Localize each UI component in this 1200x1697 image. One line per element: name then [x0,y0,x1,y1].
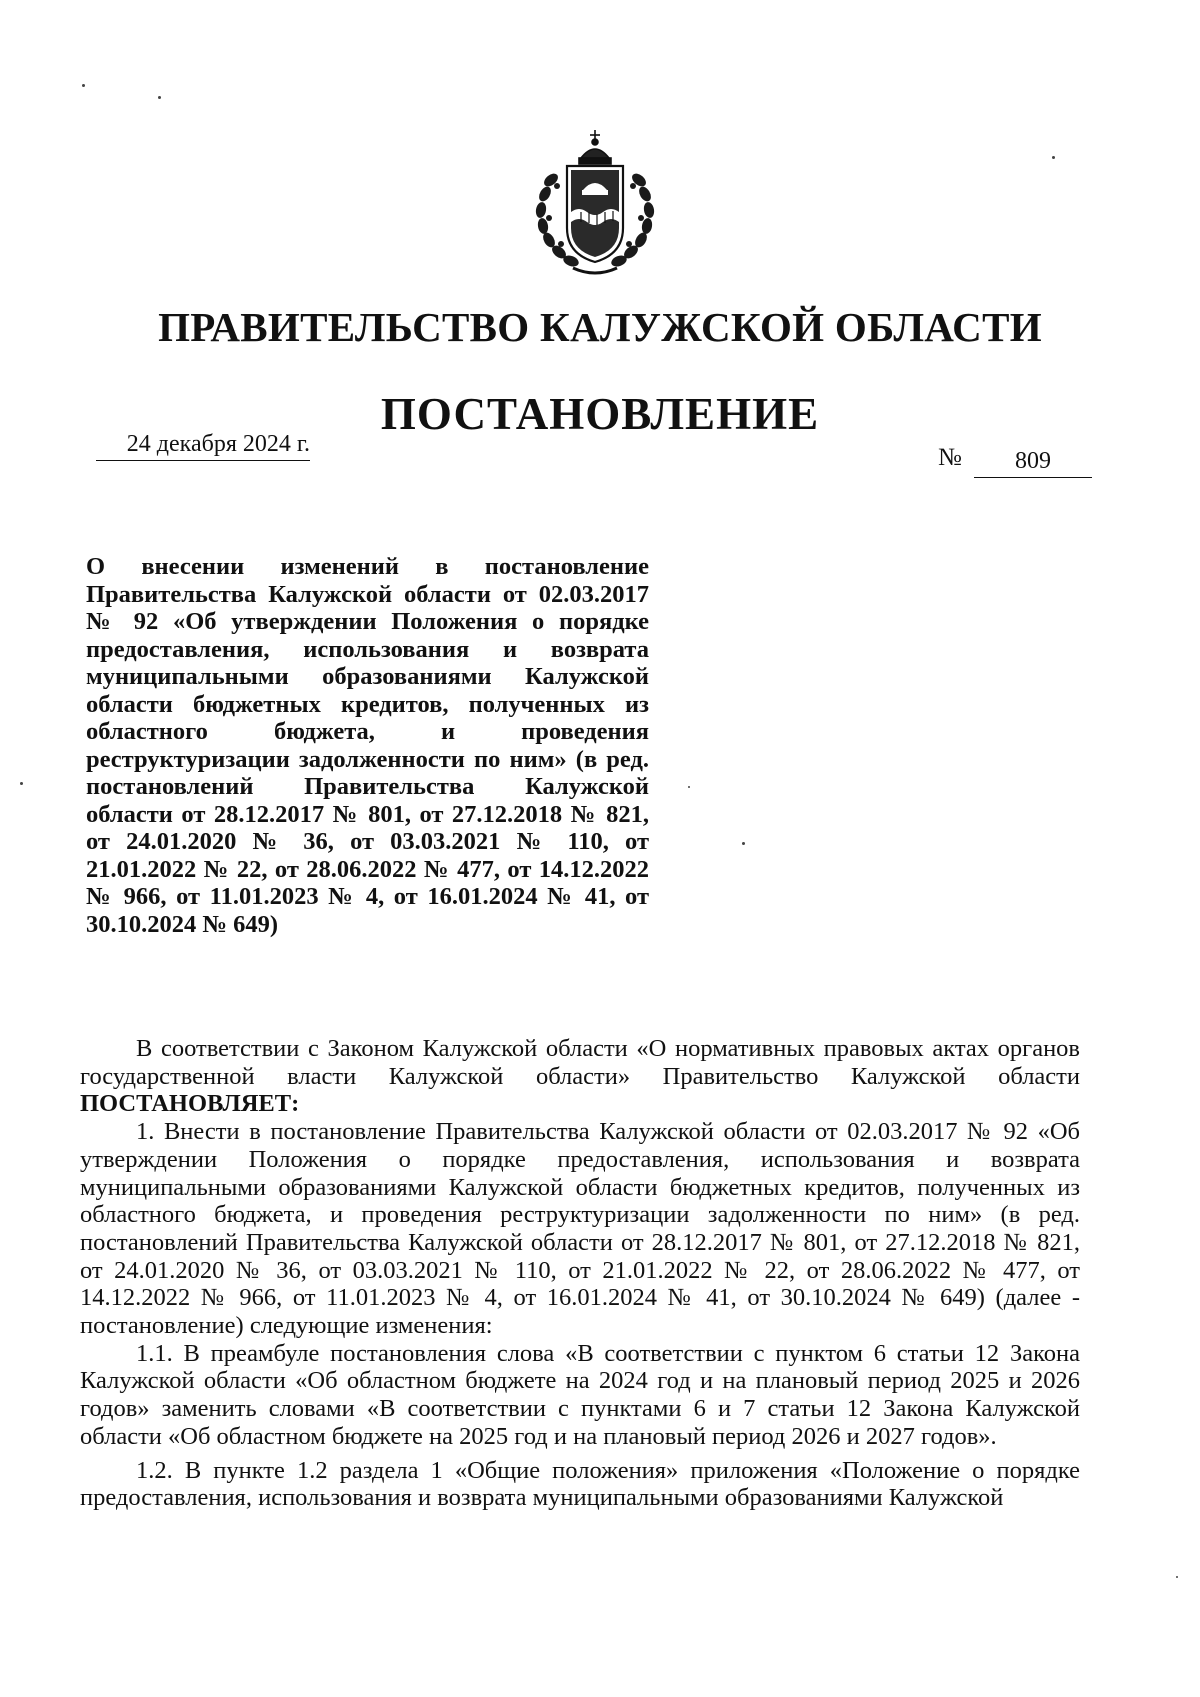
scan-speck [742,842,745,845]
document-type-heading: ПОСТАНОВЛЕНИЕ [380,389,820,439]
resolves-word: ПОСТАНОВЛЯЕТ: [80,1090,300,1118]
document-number: 809 [1015,448,1051,474]
government-title: ПРАВИТЕЛЬСТВО КАЛУЖСКОЙ ОБЛАСТИ [158,304,1042,350]
preamble-text: В соответствии с Законом Калужской области «О нормативных правовых актах органов государственной власти Калужской области» Правительство Калужской области [80,1035,1080,1090]
scan-speck [1176,1576,1178,1578]
document-date: 24 декабря 2024 г. [96,428,310,461]
number-sign: № [938,444,962,471]
preamble-paragraph [80,1035,1080,1118]
coat-of-arms-icon [527,128,663,278]
scan-speck [688,786,690,788]
scan-speck [20,782,23,785]
body-paragraph: 1.1. В преамбуле постановления слова «В соответствии с пунктом 6 статьи 12 Закона Калужской области «Об областном бюджете на 2024 год и на плановый период 2025 и 2026 годов» заменить словами «В соответствии с пунктами 6 и 7 статьи 12 Закона Калужской области «Об областном бюджете на 2025 год и на плановый период 2026 и 2027 годов». [80,1339,1080,1450]
document-body [80,1035,1080,1512]
scan-speck [1052,156,1055,159]
body-paragraph: 1. Внести в постановление Правительства Калужской области от 02.03.2017 № 92 «Об утверждении Положения о порядке предоставления, использования и возврата муниципальными образованиями Калужской области бюджетных кредитов, полученных из областного бюджета, и проведения реструктуризации задолженности по ним» (в ред. постановлений Правительства Калужской области от 28.12.2017 № 801, от 27.12.2018 № 821, от 24.01.2020 № 36, от 03.03.2021 № 110, от 21.01.2022 № 22, от 28.06.2022 № 477, от 14.12.2022 № 966, от 11.01.2023 № 4, от 16.01.2024 № 41, от 30.10.2024 № 649) (далее - постановление) следующие изменения: [80,1118,1080,1340]
body-paragraph: 1.2. В пункте 1.2 раздела 1 «Общие положения» приложения «Положение о порядке предоставления, использования и возврата муниципальными образованиями Калужской [80,1456,1080,1512]
document-number-block [938,442,962,474]
subject-last-line: 30.10.2024 № 649) [86,910,279,938]
scan-speck [82,84,85,87]
subject-text: О внесении изменений в постановление Правительства Калужской области от 02.03.2017 № 92 «Об утверждении Положения о порядке предоставления, использования и возврата муниципальными образованиями Калужской области бюджетных кредитов, полученных из областного бюджета, и проведения реструктуризации задолженности по ним» (в ред. постановлений Правительства Калужской области от 28.12.2017 № 801, от 27.12.2018 № 821, от 24.01.2020 № 36, от 03.03.2021 № 110, от 21.01.2022 № 22, от 28.06.2022 № 477, от 14.12.2022 № 966, от 11.01.2023 № 4, от 16.01.2024 № 41, от [86,553,649,910]
scan-speck [158,96,161,99]
document-subject [86,553,649,938]
document-number-underline [974,477,1092,478]
